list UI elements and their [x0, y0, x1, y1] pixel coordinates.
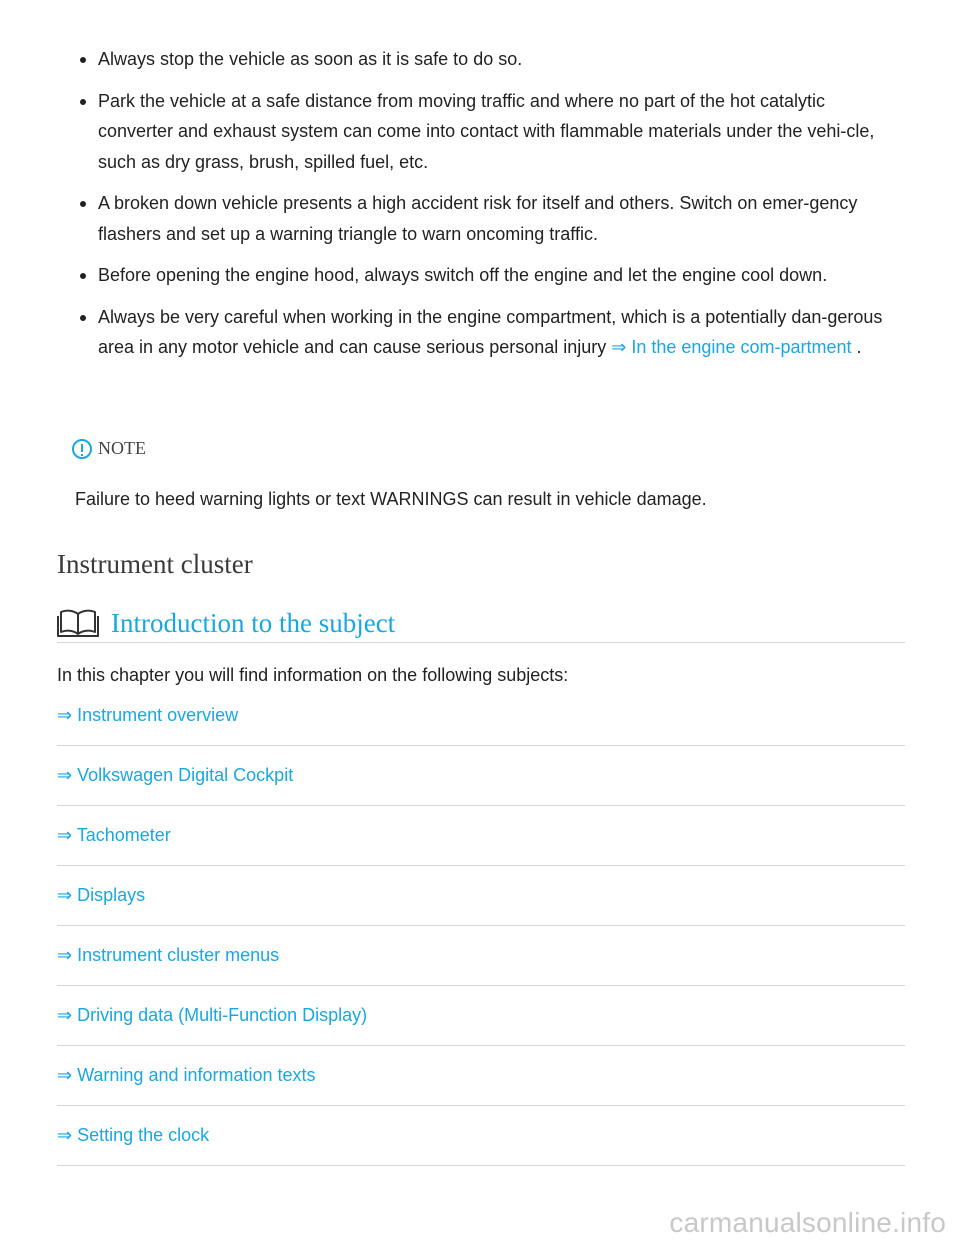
bullet-item [78, 188, 898, 249]
subject-link-setting-clock[interactable]: ⇒ Setting the clock [57, 1106, 905, 1166]
subject-link-driving-data[interactable]: ⇒ Driving data (Multi-Function Display) [57, 986, 905, 1046]
warning-bullet-list [78, 44, 898, 374]
chapter-lead-text: In this chapter you will find information on the following subjects: [57, 665, 569, 685]
subject-link-displays[interactable]: ⇒ Displays [57, 866, 905, 926]
note-text: Failure to heed warning lights or text WARNINGS can result in vehicle damage. [75, 489, 707, 509]
bullet-item [78, 302, 898, 363]
bullet-item [78, 260, 898, 291]
bullet-text-end: . [851, 337, 862, 357]
intro-title: Introduction to the subject [111, 607, 396, 638]
exclamation-circle-icon [72, 439, 92, 459]
subject-link-warning-texts[interactable]: ⇒ Warning and information texts [57, 1046, 905, 1106]
bullet-text: Park the vehicle at a safe distance from moving traffic and where no part of the hot catalytic converter and exhaust system can come into contact with flammable materials under the vehi-cle, such as dry grass, brush, spilled fuel, etc. [98, 90, 875, 172]
note-header [72, 438, 146, 459]
subject-link-instrument-overview[interactable]: ⇒ Instrument overview [57, 686, 905, 746]
bullet-item [78, 44, 898, 75]
engine-compartment-link[interactable]: ⇒ In the engine com-partment [611, 337, 852, 357]
subject-link-tachometer[interactable]: ⇒ Tachometer [57, 806, 905, 866]
subject-link-cluster-menus[interactable]: ⇒ Instrument cluster menus [57, 926, 905, 986]
bullet-text: A broken down vehicle presents a high accident risk for itself and others. Switch on emer-gency flashers and set up a warning triangle to warn oncoming traffic. [98, 193, 858, 244]
section-title: Instrument cluster [57, 549, 253, 579]
open-book-icon [57, 608, 99, 638]
subject-link-list [57, 686, 905, 1166]
subject-link-digital-cockpit[interactable]: ⇒ Volkswagen Digital Cockpit [57, 746, 905, 806]
bullet-text: Always stop the vehicle as soon as it is safe to do so. [98, 49, 523, 69]
bullet-text: Before opening the engine hood, always switch off the engine and let the engine cool down. [98, 265, 828, 285]
bullet-text: Always be very careful when working in the engine compartment, which is a potentially dan-gerous area in any motor vehicle and can cause serious personal injury [98, 306, 883, 357]
intro-header [57, 604, 905, 643]
bullet-item [78, 86, 898, 178]
watermark: carmanualsonline.info [669, 1207, 946, 1238]
note-label: NOTE [98, 438, 146, 458]
